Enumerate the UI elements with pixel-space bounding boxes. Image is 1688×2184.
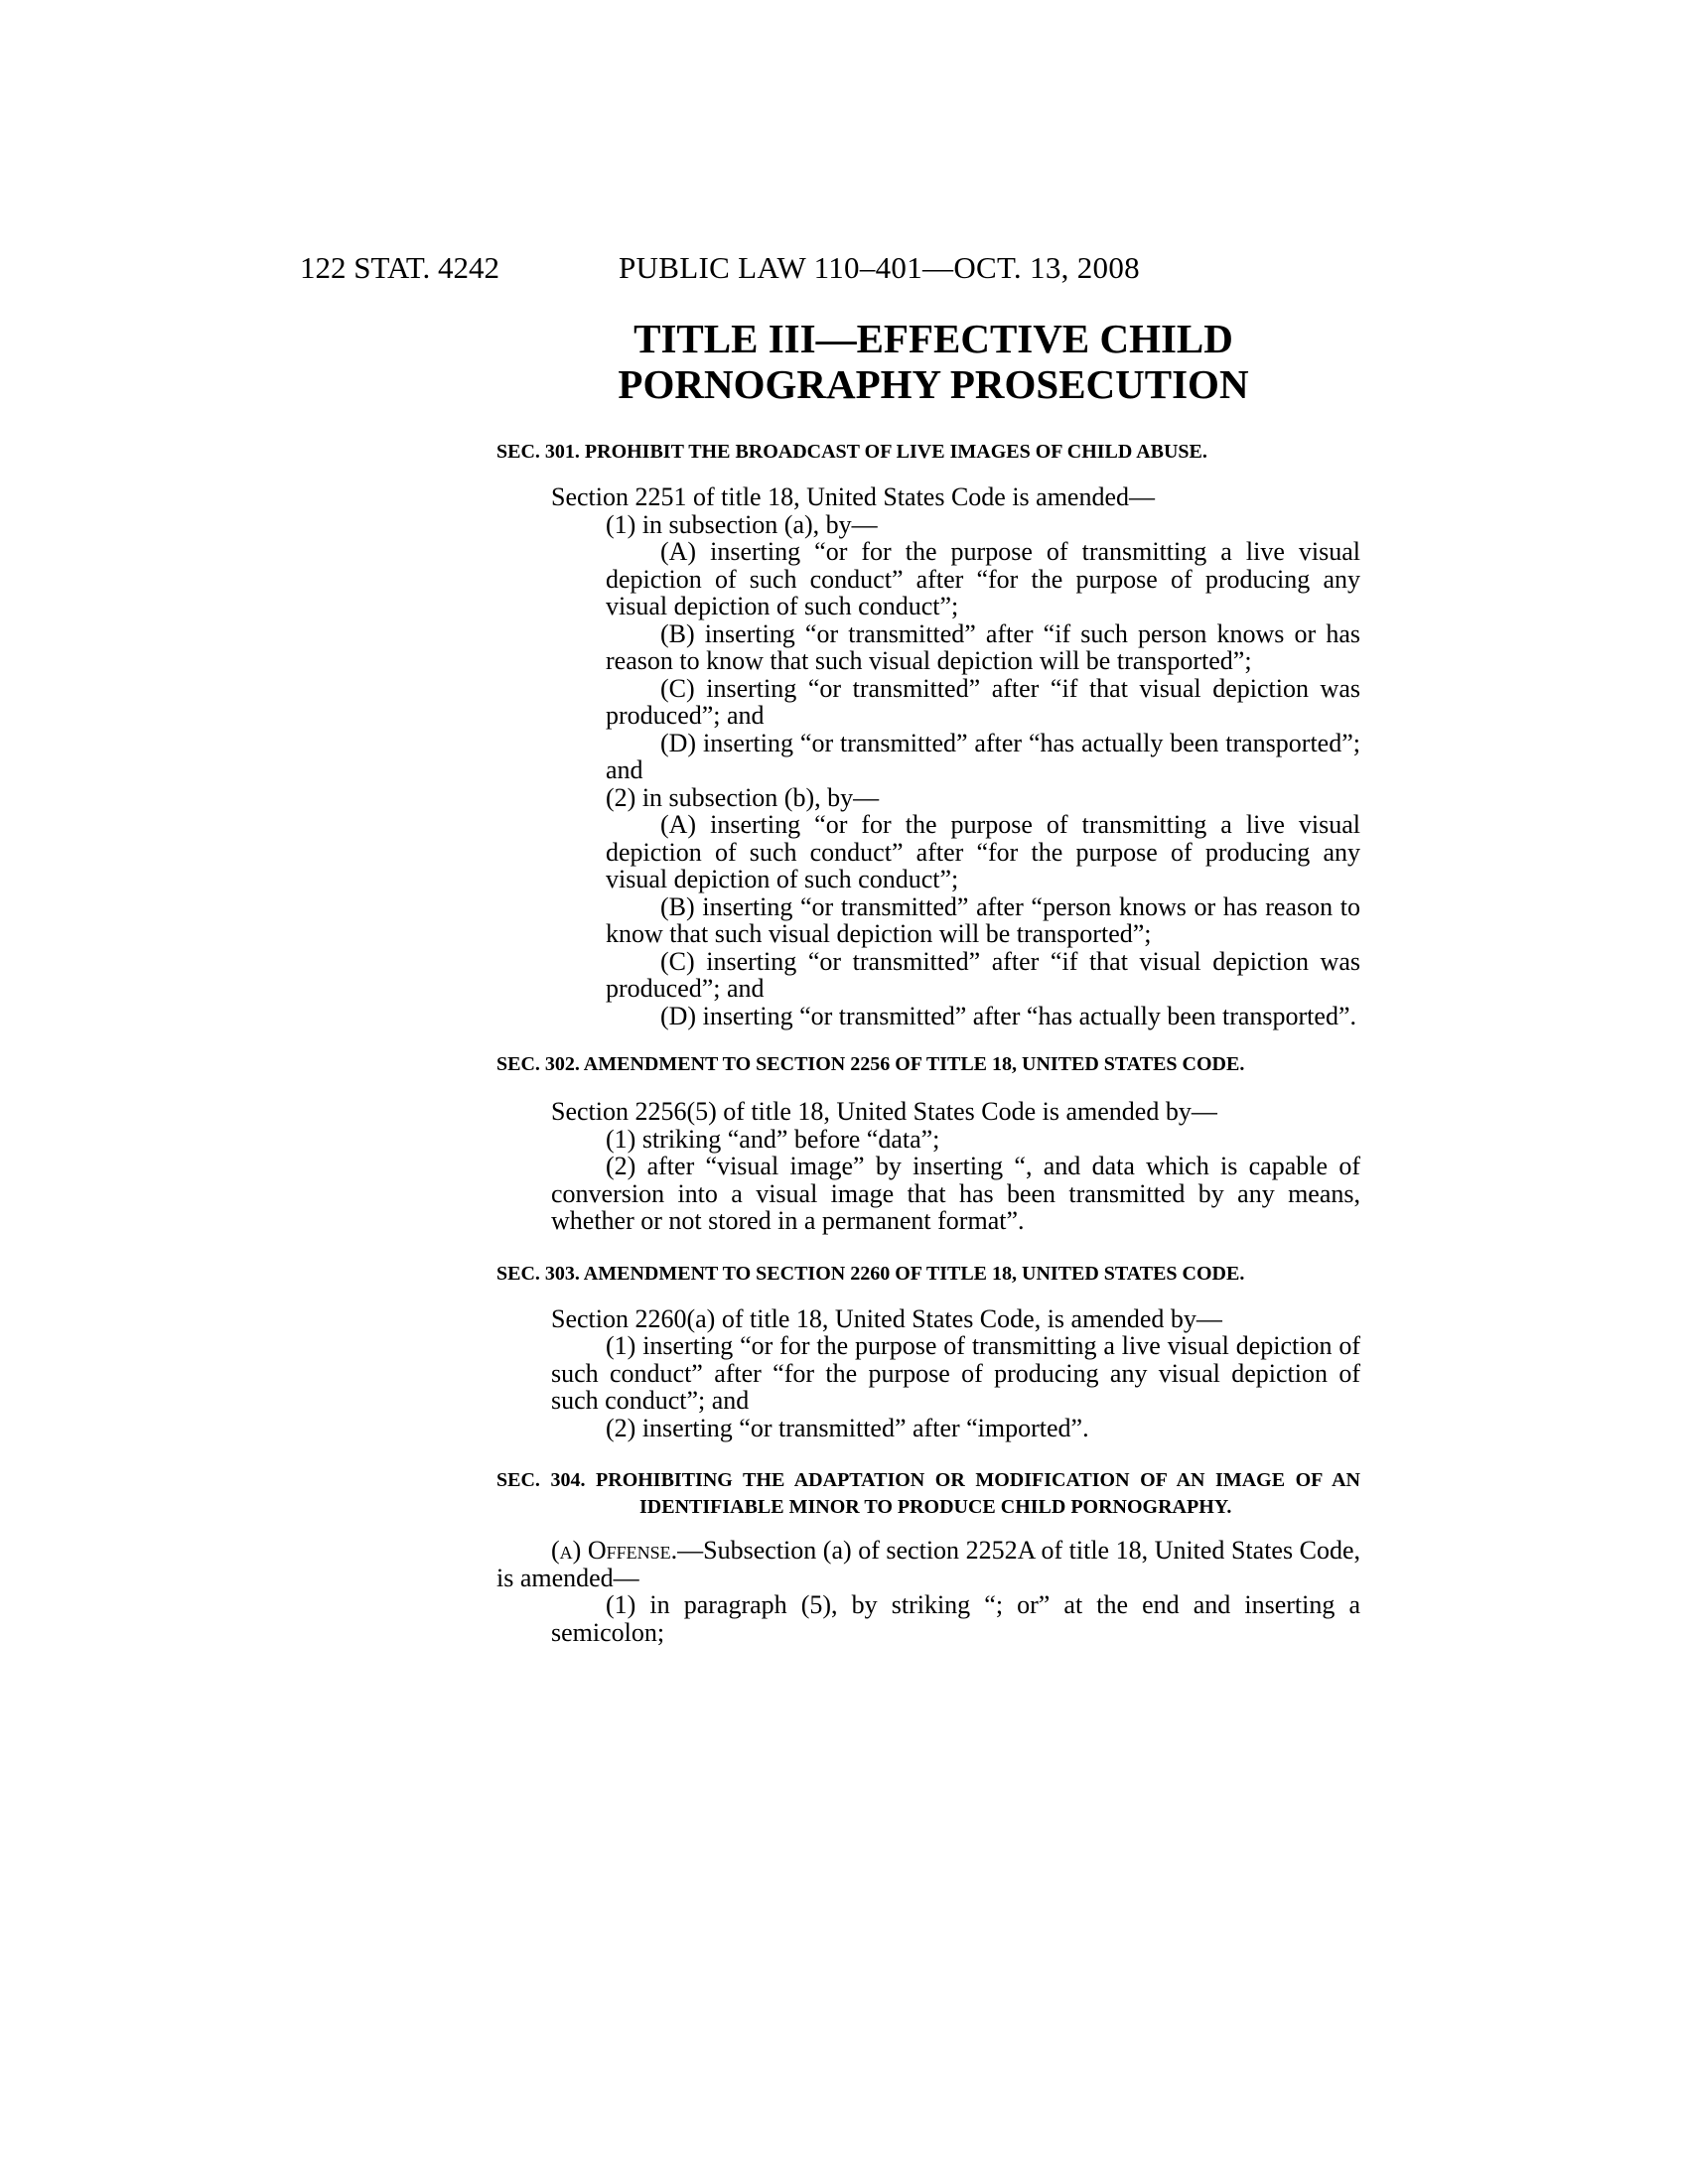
public-law-citation: PUBLIC LAW 110–401—OCT. 13, 2008 bbox=[619, 250, 1140, 285]
sec-301-para-2a: (A) inserting “or for the purpose of transmitting a live visual depiction of such conduct” after “for the purpose of producing any visual depiction of such conduct”; bbox=[606, 810, 1360, 893]
sec-304-para-1: (1) in paragraph (5), by striking “; or” at the end and inserting a semicolon; bbox=[551, 1590, 1360, 1647]
sec-304-a-text: —Subsection (a) of section 2252A of title 18, United States Code, is amended— bbox=[496, 1536, 1360, 1592]
sec-301-para-1c: (C) inserting “or transmitted” after “if that visual depiction was produced”; and bbox=[606, 673, 1360, 730]
document-body bbox=[496, 439, 1360, 1646]
sec-301-para-1b: (B) inserting “or transmitted” after “if such person knows or has reason to know that such visual depiction will be transported”; bbox=[606, 618, 1360, 675]
sec-302-heading: SEC. 302. AMENDMENT TO SECTION 2256 OF TITLE 18, UNITED STATES CODE. bbox=[496, 1053, 1245, 1075]
stat-citation: 122 STAT. 4242 bbox=[300, 250, 500, 285]
page-title bbox=[496, 316, 1370, 407]
sec-304-heading: SEC. 304. PROHIBITING THE ADAPTATION OR MODIFICATION OF AN IMAGE OF AN IDENTIFIABLE MINOR TO PRODUCE CHILD PORNOGRAPHY. bbox=[496, 1469, 1360, 1518]
sec-301-para-2c: (C) inserting “or transmitted” after “if that visual depiction was produced”; and bbox=[606, 946, 1360, 1003]
sec-304-subsection-a bbox=[496, 1537, 1360, 1591]
sec-302-para-2: (2) after “visual image” by inserting “, and data which is capable of conversion into a visual image that has been transmitted by any means, whether or not stored in a permanent format”. bbox=[551, 1152, 1360, 1235]
sec-301-para-2: (2) in subsection (b), by— bbox=[606, 782, 880, 812]
sec-301-para-1: (1) in subsection (a), by— bbox=[606, 509, 878, 539]
sec-301-para-2b: (B) inserting “or transmitted” after “person knows or has reason to know that such visual depiction will be transported”; bbox=[606, 891, 1360, 948]
sec-303-intro: Section 2260(a) of title 18, United States Code, is amended by— bbox=[551, 1303, 1222, 1333]
sec-301-para-2d: (D) inserting “or transmitted” after “has actually been transported”. bbox=[660, 1001, 1356, 1030]
sec-304-a-label: (a) Offense. bbox=[551, 1536, 678, 1565]
page-header bbox=[0, 250, 1688, 290]
title-line-2: PORNOGRAPHY PROSECUTION bbox=[618, 361, 1249, 407]
sec-303-para-2: (2) inserting “or transmitted” after “imported”. bbox=[606, 1413, 1089, 1442]
sec-303-para-1: (1) inserting “or for the purpose of transmitting a live visual depiction of such conduct” after “for the purpose of producing any visual depiction of such conduct”; and bbox=[551, 1331, 1360, 1415]
sec-303-heading: SEC. 303. AMENDMENT TO SECTION 2260 OF TITLE 18, UNITED STATES CODE. bbox=[496, 1262, 1245, 1285]
sec-302-intro: Section 2256(5) of title 18, United States Code is amended by— bbox=[551, 1097, 1217, 1126]
sec-301-heading: SEC. 301. PROHIBIT THE BROADCAST OF LIVE IMAGES OF CHILD ABUSE. bbox=[496, 441, 1207, 463]
sec-302-para-1: (1) striking “and” before “data”; bbox=[606, 1124, 940, 1154]
sec-301-intro: Section 2251 of title 18, United States Code is amended— bbox=[551, 482, 1156, 511]
sec-301-para-1a: (A) inserting “or for the purpose of transmitting a live visual depiction of such conduct” after “for the purpose of producing any visual depiction of such conduct”; bbox=[606, 537, 1360, 620]
title-line-1: TITLE III—EFFECTIVE CHILD bbox=[633, 316, 1233, 361]
sec-301-para-1d: (D) inserting “or transmitted” after “has actually been transported”; and bbox=[606, 728, 1360, 784]
